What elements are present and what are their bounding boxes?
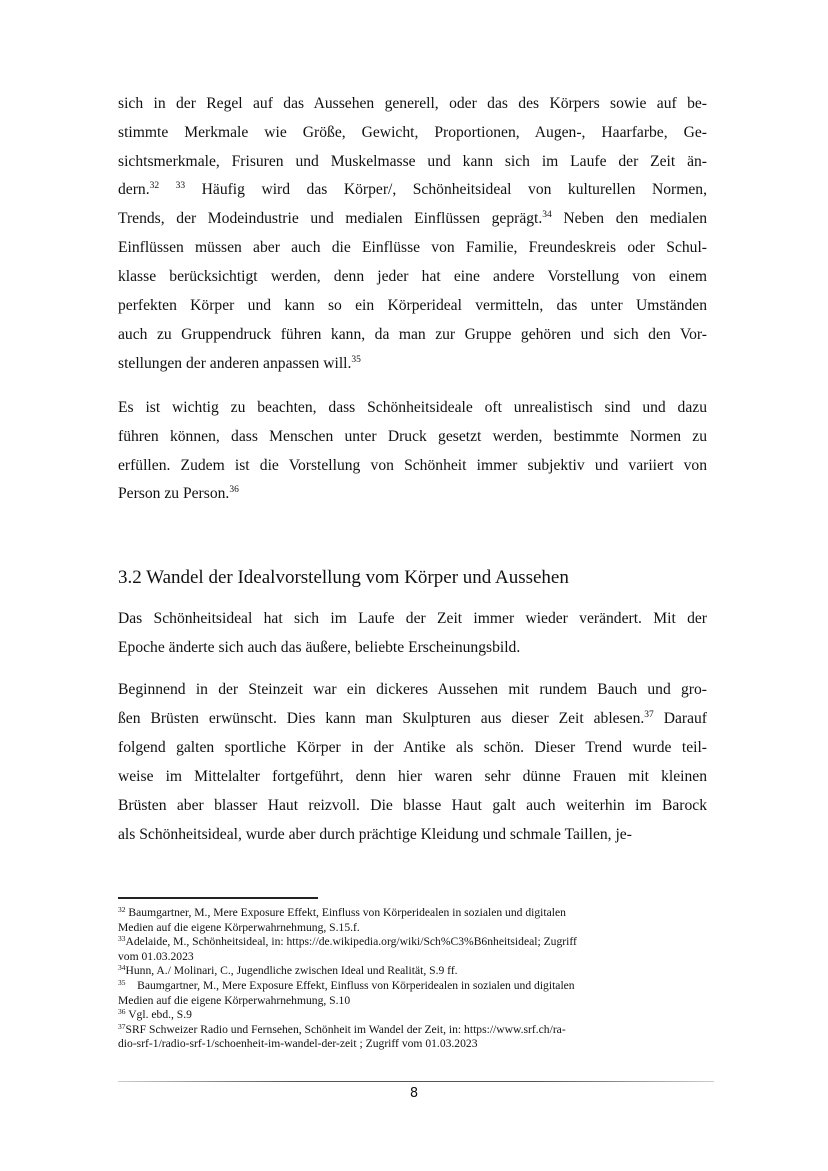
- text-line: als Schönheitsideal, wurde aber durch prächtige Kleidung und schmale Taillen, je-: [118, 826, 632, 843]
- footnote-reference: 35: [351, 355, 361, 365]
- text-line: Einflüssen müssen aber auch die Einflüsse von Familie, Freundeskreis oder Schul-: [118, 239, 707, 256]
- text-line: führen können, dass Menschen unter Druck gesetzt werden, bestimmte Normen zu: [118, 428, 707, 445]
- text-line: Es ist wichtig zu beachten, dass Schönheitsideale oft unrealistisch sind und dazu: [118, 399, 707, 416]
- footnote-line: $^{33}$Adelaide, M., Schönheitsideal, in: https://de.wikipedia.org/wiki/Sch%C3%B6nheitsideal; Zugriff: [118, 934, 577, 949]
- footnote-reference: 36: [229, 485, 239, 495]
- text-line: Beginnend in der Steinzeit war ein dickeres Aussehen mit rundem Bauch und gro-: [118, 681, 707, 698]
- text-line: ßen Brüsten erwünscht. Dies kann man Skulpturen aus dieser Zeit ablesen.$^{37}$ Darauf: [118, 710, 707, 727]
- footnote-reference: 33: [175, 181, 186, 191]
- footnote-reference: 37: [644, 710, 654, 720]
- text-line: sich in der Regel auf das Aussehen generell, oder das des Körpers sowie auf be-: [118, 95, 707, 112]
- text-line: sichtsmerkmale, Frisuren und Muskelmasse und kann sich im Laufe der Zeit än-: [118, 153, 707, 170]
- footnote-line: $^{34}$Hunn, A./ Molinari, C., Jugendliche zwischen Ideal und Realität, S.9 ff.: [118, 963, 458, 978]
- footnote-line: Medien auf die eigene Körperwahrnehmung, S.10: [118, 993, 351, 1007]
- footnote-reference: 33: [118, 934, 126, 944]
- text-line: Person zu Person.$^{36}$: [118, 485, 239, 502]
- footnote-reference: 36: [118, 1007, 126, 1017]
- text-line: Trends, der Modeindustrie und medialen Einflüssen geprägt.$^{34}$ Neben den medialen: [118, 210, 708, 227]
- text-line: auch zu Gruppendruck führen kann, da man zur Gruppe gehören und sich den Vor-: [118, 326, 707, 343]
- footnote-line: $^{35}$ Baumgartner, M., Mere Exposure Effekt, Einfluss von Körperidealen in sozialen und digitalen: [118, 978, 575, 992]
- text-line: Brüsten aber blasser Haut reizvoll. Die blasse Haut galt auch weiterhin im Barock: [118, 797, 707, 814]
- footnote-line: $^{32}$ Baumgartner, M., Mere Exposure Effekt, Einfluss von Körperidealen in sozialen und digitalen: [118, 905, 566, 919]
- footnote-reference: 34: [118, 963, 126, 973]
- text-line: Das Schönheitsideal hat sich im Laufe der Zeit immer wieder verändert. Mit der: [118, 610, 707, 627]
- footnote-separator: [118, 897, 318, 899]
- text-line: folgend galten sportliche Körper in der Antike als schön. Dieser Trend wurde teil-: [118, 739, 707, 756]
- text-line: klasse berücksichtigt werden, denn jeder hat eine andere Vorstellung von einem: [118, 268, 707, 285]
- footnote-reference: 32: [149, 181, 160, 191]
- section-heading: 3.2 Wandel der Idealvorstellung vom Körper und Aussehen: [118, 567, 569, 588]
- text-line: dern.$^{32}$ $^{33}$ Häufig wird das Körper/, Schönheitsideal von kulturellen Normen,: [118, 181, 707, 198]
- footnote-reference: 34: [542, 210, 552, 220]
- text-line: stellungen der anderen anpassen will.$^{35}$: [118, 355, 361, 372]
- footnote-line: $^{36}$ Vgl. ebd., S.9: [118, 1007, 192, 1022]
- footnote-reference: 37: [118, 1021, 126, 1031]
- footnote-reference: 35: [118, 978, 126, 987]
- text-line: weise im Mittelalter fortgeführt, denn hier waren sehr dünne Frauen mit kleinen: [118, 768, 707, 785]
- footer-divider: [118, 1081, 714, 1082]
- footnote-line: $^{37}$SRF Schweizer Radio und Fernsehen, Schönheit im Wandel der Zeit, in: https://www.srf.ch/ra-: [118, 1021, 566, 1036]
- footnote-line: dio-srf-1/radio-srf-1/schoenheit-im-wandel-der-zeit ; Zugriff vom 01.03.2023: [118, 1037, 478, 1051]
- text-line: perfekten Körper und kann so ein Körperideal vermitteln, das unter Umständen: [118, 297, 707, 314]
- text-line: Epoche änderte sich auch das äußere, beliebte Erscheinungsbild.: [118, 639, 521, 656]
- footnote-line: vom 01.03.2023: [118, 949, 194, 963]
- footnote-line: Medien auf die eigene Körperwahrnehmung, S.15.f.: [118, 920, 360, 934]
- text-line: erfüllen. Zudem ist die Vorstellung von Schönheit immer subjektiv und variiert von: [118, 457, 707, 474]
- text-line: stimmte Merkmale wie Größe, Gewicht, Proportionen, Augen-, Haarfarbe, Ge-: [118, 124, 707, 141]
- page-number: 8: [409, 1086, 419, 1101]
- footnote-reference: 32: [118, 905, 126, 914]
